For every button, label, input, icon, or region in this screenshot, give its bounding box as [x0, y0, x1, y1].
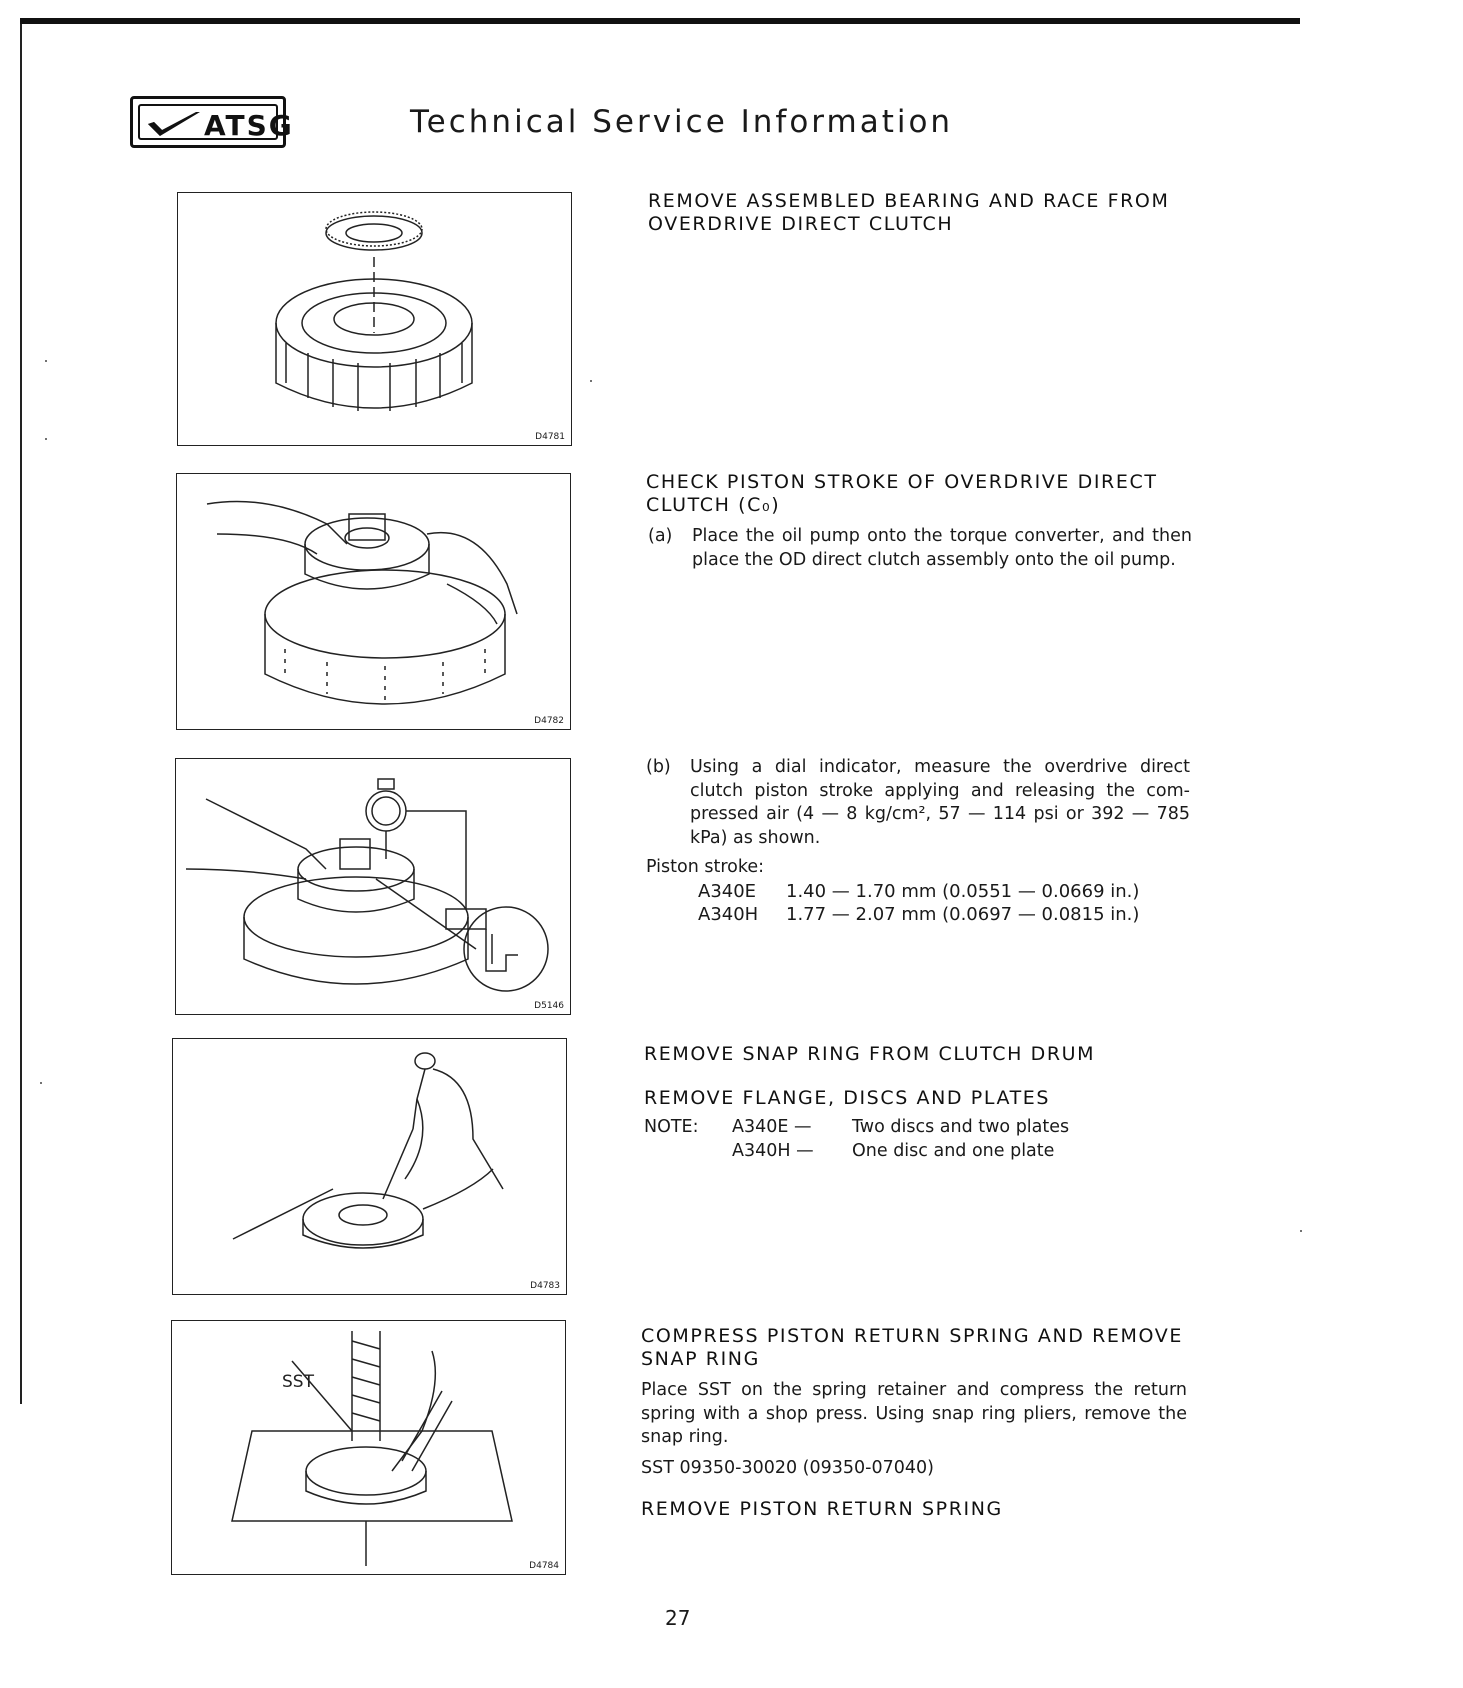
clutch-on-converter-illustration: [177, 474, 572, 731]
scan-speck: [45, 438, 47, 440]
figure-code: D5146: [534, 1001, 564, 1011]
figure-code: D4784: [529, 1561, 559, 1571]
checkmark-icon: [146, 110, 202, 138]
figure-code: D4781: [535, 432, 565, 442]
step-label: (b): [646, 757, 671, 777]
shop-press-pliers-illustration: [172, 1321, 567, 1576]
scan-speck: [45, 360, 47, 362]
section-heading-remove-snap-ring: REMOVE SNAP RING FROM CLUTCH DRUM: [644, 1043, 1096, 1065]
figure-code: D4783: [530, 1281, 560, 1291]
screwdriver-snap-ring-illustration: [173, 1039, 568, 1296]
scan-speck: [1300, 1230, 1302, 1232]
dial-indicator-illustration: [176, 759, 572, 1016]
section-heading-remove-return-spring: REMOVE PISTON RETURN SPRING: [641, 1498, 1003, 1520]
page-title: Technical Service Information: [410, 104, 954, 140]
step-text: Place the oil pump onto the torque converter, and then place the OD direct clutch assembly onto the oil pump.: [692, 526, 1192, 570]
step-b: [646, 756, 1190, 927]
compress-instructions: Place SST on the spring retainer and compress the return spring with a shop press. Using snap ring pliers, remove the snap ring.: [641, 1380, 1187, 1447]
figure-dial-indicator: [175, 758, 571, 1015]
note-row: NOTE: A340E — Two discs and two plates: [644, 1117, 1070, 1137]
step-label: (a): [648, 526, 673, 546]
page-number: 27: [665, 1606, 691, 1630]
section-heading-check-piston-stroke: CHECK PISTON STROKE OF OVERDRIVE DIRECT CLUTCH (C₀): [646, 471, 1158, 516]
note-block: [644, 1116, 1204, 1163]
step-a: [648, 525, 1192, 572]
section-heading-compress-spring: COMPRESS PISTON RETURN SPRING AND REMOVE SNAP RING: [641, 1325, 1183, 1370]
atsg-logo: [130, 96, 294, 148]
note-row: A340H — One disc and one plate: [732, 1140, 1055, 1161]
figure-code: D4782: [534, 716, 564, 726]
figure-snap-ring-drum: [172, 1038, 567, 1295]
piston-stroke-label: Piston stroke:: [646, 857, 765, 877]
sst-callout: SST: [282, 1372, 314, 1392]
spec-row: A340E 1.40 — 1.70 mm (0.0551 — 0.0669 in.): [698, 880, 1140, 902]
scan-speck: [40, 1082, 42, 1084]
sst-part-number: SST 09350-30020 (09350-07040): [641, 1458, 934, 1478]
figure-bearing-race: [177, 192, 572, 446]
scan-speck: [590, 380, 592, 382]
section-heading-remove-bearing: REMOVE ASSEMBLED BEARING AND RACE FROM OVERDRIVE DIRECT CLUTCH: [648, 190, 1170, 235]
section-heading-remove-flange: REMOVE FLANGE, DISCS AND PLATES: [644, 1087, 1051, 1109]
left-binding-rule: [20, 24, 22, 1404]
step-text: Using a dial indicator, measure the overdrive direct clutch piston stroke applying and releasing the com- pressed air (4 — 8 kg/cm², 57 — 114 psi or 392 — 785 kPa) as shown.: [690, 757, 1190, 848]
spec-row: A340H 1.77 — 2.07 mm (0.0697 — 0.0815 in.): [698, 904, 1140, 925]
figure-clutch-on-pump: [176, 473, 571, 730]
bearing-drum-illustration: [178, 193, 573, 447]
logo-text: ATSG: [204, 109, 294, 142]
figure-compress-spring: [171, 1320, 566, 1575]
top-rule: [20, 18, 1300, 24]
